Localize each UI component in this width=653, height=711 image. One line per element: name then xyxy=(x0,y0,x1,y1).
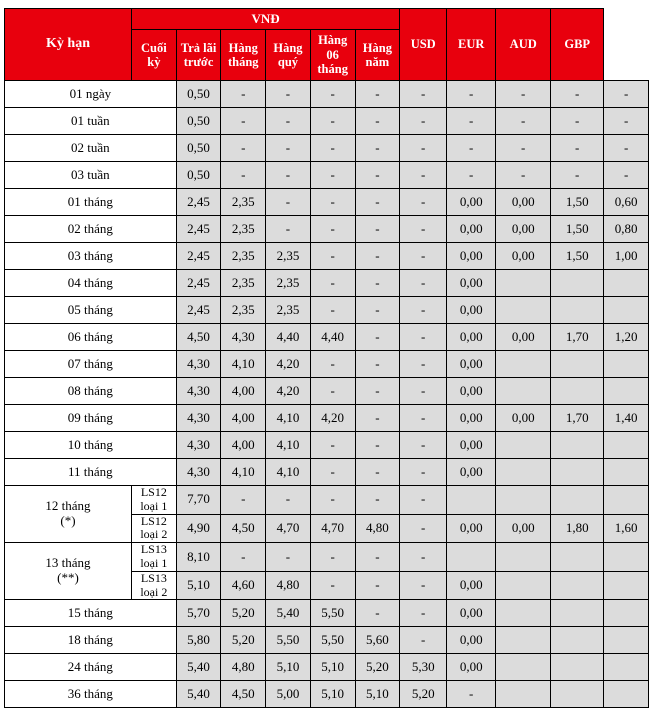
cell-fx-2 xyxy=(551,432,604,459)
table-header xyxy=(5,9,649,81)
cell-fx-0: 0,00 xyxy=(447,189,496,216)
cell-vnd-5: - xyxy=(400,108,447,135)
cell-fx-2: 1,50 xyxy=(551,243,604,270)
cell-fx-2: 1,80 xyxy=(551,514,604,543)
header-row-group xyxy=(5,9,649,30)
cell-fx-0: 0,00 xyxy=(447,216,496,243)
cell-vnd-2: 4,20 xyxy=(266,351,311,378)
cell-vnd-2: 4,80 xyxy=(266,571,311,600)
cell-fx-2: - xyxy=(551,81,604,108)
cell-fx-0: - xyxy=(447,135,496,162)
cell-vnd-3: - xyxy=(310,432,355,459)
table-row xyxy=(5,459,649,486)
header-eur: EUR xyxy=(447,9,496,81)
interest-rate-table xyxy=(4,8,649,708)
row-term-label: 03 tuần xyxy=(5,162,177,189)
cell-vnd-1: 4,80 xyxy=(221,654,266,681)
cell-fx-0 xyxy=(447,543,496,572)
cell-vnd-1: 4,10 xyxy=(221,459,266,486)
cell-vnd-1: 4,00 xyxy=(221,378,266,405)
cell-fx-2: 1,50 xyxy=(551,189,604,216)
cell-fx-0: - xyxy=(447,108,496,135)
cell-vnd-3: - xyxy=(310,162,355,189)
bottom-note xyxy=(0,701,653,711)
cell-fx-1: 0,00 xyxy=(496,514,551,543)
row-term-label: 24 tháng xyxy=(5,654,177,681)
cell-fx-0: - xyxy=(447,681,496,708)
cell-fx-1: 0,00 xyxy=(496,324,551,351)
cell-vnd-4: - xyxy=(355,324,400,351)
cell-vnd-0: 4,30 xyxy=(176,351,221,378)
cell-fx-1: - xyxy=(496,81,551,108)
cell-vnd-5: - xyxy=(400,189,447,216)
cell-vnd-5: - xyxy=(400,135,447,162)
cell-fx-2: 1,50 xyxy=(551,216,604,243)
cell-fx-2: - xyxy=(551,135,604,162)
cell-vnd-4: - xyxy=(355,108,400,135)
cell-vnd-5: - xyxy=(400,351,447,378)
cell-vnd-0: 4,90 xyxy=(176,514,221,543)
cell-fx-3 xyxy=(604,459,649,486)
cell-fx-0: 0,00 xyxy=(447,297,496,324)
cell-vnd-2: 4,10 xyxy=(266,432,311,459)
cell-vnd-3: - xyxy=(310,135,355,162)
cell-vnd-5: 5,20 xyxy=(400,681,447,708)
cell-vnd-3: - xyxy=(310,543,355,572)
cell-fx-3 xyxy=(604,270,649,297)
row-term-label: 04 tháng xyxy=(5,270,177,297)
cell-vnd-4: - xyxy=(355,486,400,515)
header-vnd-hang-thang: Hàng tháng xyxy=(221,30,266,81)
row-term-label: 01 ngày xyxy=(5,81,177,108)
cell-vnd-5: - xyxy=(400,486,447,515)
cell-vnd-5: - xyxy=(400,627,447,654)
cell-vnd-1: - xyxy=(221,81,266,108)
cell-vnd-5: - xyxy=(400,405,447,432)
cell-fx-2 xyxy=(551,378,604,405)
cell-vnd-1: - xyxy=(221,162,266,189)
cell-fx-0: 0,00 xyxy=(447,600,496,627)
cell-fx-3: - xyxy=(604,162,649,189)
cell-vnd-5: - xyxy=(400,600,447,627)
table-row xyxy=(5,378,649,405)
cell-vnd-5: - xyxy=(400,543,447,572)
cell-vnd-1: 4,10 xyxy=(221,351,266,378)
cell-fx-1 xyxy=(496,297,551,324)
cell-fx-3: - xyxy=(604,135,649,162)
header-gbp: GBP xyxy=(551,9,604,81)
cell-vnd-2: - xyxy=(266,81,311,108)
cell-vnd-4: 5,60 xyxy=(355,627,400,654)
cell-vnd-2: - xyxy=(266,216,311,243)
cell-fx-2: - xyxy=(551,108,604,135)
cell-vnd-3: - xyxy=(310,216,355,243)
cell-fx-0: 0,00 xyxy=(447,459,496,486)
cell-fx-2: 1,70 xyxy=(551,405,604,432)
cell-fx-1 xyxy=(496,378,551,405)
cell-vnd-5: - xyxy=(400,216,447,243)
cell-vnd-1: 4,00 xyxy=(221,432,266,459)
cell-vnd-3: 4,70 xyxy=(310,514,355,543)
cell-vnd-2: - xyxy=(266,543,311,572)
cell-fx-2: - xyxy=(551,162,604,189)
cell-vnd-2: 4,10 xyxy=(266,405,311,432)
cell-vnd-0: 0,50 xyxy=(176,81,221,108)
cell-vnd-1: 2,35 xyxy=(221,297,266,324)
cell-fx-0: 0,00 xyxy=(447,351,496,378)
cell-vnd-4: - xyxy=(355,81,400,108)
cell-vnd-2: 5,10 xyxy=(266,654,311,681)
cell-fx-3: 0,80 xyxy=(604,216,649,243)
cell-fx-0: 0,00 xyxy=(447,243,496,270)
cell-vnd-0: 4,30 xyxy=(176,432,221,459)
table-row xyxy=(5,543,649,572)
header-vnd-hang-nam: Hàng năm xyxy=(355,30,400,81)
table-row xyxy=(5,405,649,432)
cell-vnd-1: 2,35 xyxy=(221,270,266,297)
cell-fx-3 xyxy=(604,297,649,324)
cell-fx-2 xyxy=(551,627,604,654)
cell-vnd-1: 5,20 xyxy=(221,627,266,654)
table-row xyxy=(5,324,649,351)
cell-vnd-5: 5,30 xyxy=(400,654,447,681)
cell-vnd-4: 4,80 xyxy=(355,514,400,543)
table-row xyxy=(5,81,649,108)
row-term-sublabel: LS13 loại 2 xyxy=(132,571,177,600)
row-term-sublabel: LS13 loại 1 xyxy=(132,543,177,572)
cell-vnd-1: - xyxy=(221,135,266,162)
row-term-label: 18 tháng xyxy=(5,627,177,654)
cell-fx-3: 0,60 xyxy=(604,189,649,216)
cell-vnd-4: - xyxy=(355,216,400,243)
cell-vnd-2: 4,20 xyxy=(266,378,311,405)
table-body xyxy=(5,81,649,708)
cell-vnd-2: 4,70 xyxy=(266,514,311,543)
cell-vnd-3: - xyxy=(310,81,355,108)
top-strip-text xyxy=(4,0,649,8)
cell-vnd-3: - xyxy=(310,571,355,600)
table-row xyxy=(5,351,649,378)
cell-vnd-1: 4,50 xyxy=(221,681,266,708)
cell-fx-3: - xyxy=(604,81,649,108)
cell-vnd-2: 5,50 xyxy=(266,627,311,654)
cell-vnd-5: - xyxy=(400,378,447,405)
cell-fx-0: 0,00 xyxy=(447,654,496,681)
cell-vnd-4: - xyxy=(355,600,400,627)
cell-vnd-3: - xyxy=(310,486,355,515)
cell-vnd-3: 5,50 xyxy=(310,627,355,654)
cell-vnd-2: 5,00 xyxy=(266,681,311,708)
cell-vnd-3: - xyxy=(310,297,355,324)
cell-vnd-1: 2,35 xyxy=(221,189,266,216)
cell-vnd-2: - xyxy=(266,189,311,216)
cell-vnd-1: - xyxy=(221,486,266,515)
cell-vnd-4: - xyxy=(355,162,400,189)
row-term-label: 01 tháng xyxy=(5,189,177,216)
cell-vnd-4: - xyxy=(355,351,400,378)
cell-vnd-4: - xyxy=(355,243,400,270)
cell-vnd-2: 4,10 xyxy=(266,459,311,486)
cell-vnd-2: - xyxy=(266,162,311,189)
cell-vnd-5: - xyxy=(400,270,447,297)
cell-vnd-3: - xyxy=(310,243,355,270)
cell-fx-0: - xyxy=(447,81,496,108)
cell-vnd-4: - xyxy=(355,432,400,459)
table-row xyxy=(5,627,649,654)
cell-fx-2 xyxy=(551,459,604,486)
header-vnd-cuoi-ky: Cuối kỳ xyxy=(132,30,177,81)
cell-fx-3 xyxy=(604,378,649,405)
cell-vnd-0: 5,70 xyxy=(176,600,221,627)
row-term-label: 36 tháng xyxy=(5,681,177,708)
cell-vnd-0: 4,30 xyxy=(176,459,221,486)
cell-fx-1 xyxy=(496,600,551,627)
cell-vnd-3: - xyxy=(310,270,355,297)
cell-vnd-4: - xyxy=(355,543,400,572)
cell-fx-2: 1,70 xyxy=(551,324,604,351)
row-term-label: 10 tháng xyxy=(5,432,177,459)
row-term-label: 12 tháng (*) xyxy=(5,486,132,543)
cell-fx-1: 0,00 xyxy=(496,405,551,432)
row-term-label: 02 tháng xyxy=(5,216,177,243)
row-term-label: 13 tháng (**) xyxy=(5,543,132,600)
cell-vnd-3: - xyxy=(310,459,355,486)
row-term-label: 15 tháng xyxy=(5,600,177,627)
table-row xyxy=(5,600,649,627)
cell-vnd-2: - xyxy=(266,486,311,515)
cell-fx-3: - xyxy=(604,108,649,135)
table-row xyxy=(5,432,649,459)
cell-vnd-4: - xyxy=(355,459,400,486)
cell-fx-1: 0,00 xyxy=(496,243,551,270)
cell-vnd-0: 2,45 xyxy=(176,270,221,297)
cell-vnd-5: - xyxy=(400,514,447,543)
cell-vnd-5: - xyxy=(400,162,447,189)
cell-fx-3: 1,60 xyxy=(604,514,649,543)
cell-vnd-0: 4,30 xyxy=(176,405,221,432)
cell-vnd-1: 2,35 xyxy=(221,243,266,270)
cell-fx-1 xyxy=(496,627,551,654)
cell-vnd-1: 2,35 xyxy=(221,216,266,243)
cell-vnd-1: - xyxy=(221,108,266,135)
row-term-label: 06 tháng xyxy=(5,324,177,351)
cell-vnd-0: 2,45 xyxy=(176,216,221,243)
cell-vnd-2: 2,35 xyxy=(266,270,311,297)
cell-vnd-1: - xyxy=(221,543,266,572)
cell-fx-3 xyxy=(604,543,649,572)
cell-fx-3 xyxy=(604,486,649,515)
cell-vnd-4: 5,20 xyxy=(355,654,400,681)
cell-vnd-4: - xyxy=(355,571,400,600)
cell-vnd-2: 2,35 xyxy=(266,243,311,270)
header-aud: AUD xyxy=(496,9,551,81)
cell-vnd-0: 5,80 xyxy=(176,627,221,654)
cell-vnd-2: 4,40 xyxy=(266,324,311,351)
cell-fx-3 xyxy=(604,432,649,459)
row-term-label: 09 tháng xyxy=(5,405,177,432)
cell-vnd-3: - xyxy=(310,351,355,378)
cell-fx-3 xyxy=(604,627,649,654)
cell-fx-1 xyxy=(496,270,551,297)
cell-fx-2 xyxy=(551,486,604,515)
cell-vnd-0: 5,40 xyxy=(176,654,221,681)
cell-fx-0: 0,00 xyxy=(447,432,496,459)
cell-vnd-0: 0,50 xyxy=(176,162,221,189)
cell-fx-2 xyxy=(551,297,604,324)
cell-fx-2 xyxy=(551,270,604,297)
cell-fx-2 xyxy=(551,351,604,378)
header-usd: USD xyxy=(400,9,447,81)
cell-fx-0: 0,00 xyxy=(447,514,496,543)
cell-vnd-5: - xyxy=(400,297,447,324)
row-term-label: 08 tháng xyxy=(5,378,177,405)
cell-vnd-0: 4,50 xyxy=(176,324,221,351)
header-vnd-group: VNĐ xyxy=(132,9,400,30)
cell-vnd-5: - xyxy=(400,432,447,459)
table-row xyxy=(5,135,649,162)
header-term: Kỳ hạn xyxy=(5,9,132,81)
cell-vnd-3: 5,50 xyxy=(310,600,355,627)
cell-fx-2 xyxy=(551,654,604,681)
cell-fx-1 xyxy=(496,571,551,600)
cell-fx-1 xyxy=(496,351,551,378)
cell-fx-3 xyxy=(604,600,649,627)
row-term-label: 07 tháng xyxy=(5,351,177,378)
cell-fx-1 xyxy=(496,432,551,459)
row-term-sublabel: LS12 loại 2 xyxy=(132,514,177,543)
table-row xyxy=(5,108,649,135)
cell-vnd-4: - xyxy=(355,189,400,216)
table-row xyxy=(5,654,649,681)
cell-fx-3 xyxy=(604,351,649,378)
cell-fx-0: 0,00 xyxy=(447,571,496,600)
cell-fx-0: - xyxy=(447,162,496,189)
cell-fx-3: 1,00 xyxy=(604,243,649,270)
table-row xyxy=(5,486,649,515)
cell-vnd-0: 4,30 xyxy=(176,378,221,405)
cell-fx-1 xyxy=(496,543,551,572)
header-vnd-hang-06-thang: Hàng 06 tháng xyxy=(310,30,355,81)
cell-vnd-5: - xyxy=(400,324,447,351)
cell-fx-0: 0,00 xyxy=(447,405,496,432)
row-term-label: 03 tháng xyxy=(5,243,177,270)
cell-vnd-2: - xyxy=(266,135,311,162)
table-row xyxy=(5,189,649,216)
cell-fx-0: 0,00 xyxy=(447,378,496,405)
cell-vnd-3: 4,40 xyxy=(310,324,355,351)
cell-fx-3 xyxy=(604,654,649,681)
cell-vnd-0: 7,70 xyxy=(176,486,221,515)
cell-vnd-1: 4,00 xyxy=(221,405,266,432)
table-row xyxy=(5,270,649,297)
cell-vnd-0: 2,45 xyxy=(176,243,221,270)
cell-fx-0: 0,00 xyxy=(447,324,496,351)
cell-vnd-4: - xyxy=(355,135,400,162)
cell-vnd-0: 5,40 xyxy=(176,681,221,708)
cell-vnd-0: 8,10 xyxy=(176,543,221,572)
cell-fx-1 xyxy=(496,654,551,681)
cell-fx-2 xyxy=(551,600,604,627)
row-term-label: 01 tuần xyxy=(5,108,177,135)
cell-fx-2 xyxy=(551,571,604,600)
cell-fx-1 xyxy=(496,486,551,515)
cell-vnd-3: - xyxy=(310,108,355,135)
row-term-label: 11 tháng xyxy=(5,459,177,486)
cell-vnd-3: 5,10 xyxy=(310,654,355,681)
table-row xyxy=(5,216,649,243)
cell-fx-1: - xyxy=(496,135,551,162)
cell-vnd-3: 5,10 xyxy=(310,681,355,708)
cell-vnd-4: 5,10 xyxy=(355,681,400,708)
cell-vnd-4: - xyxy=(355,378,400,405)
cell-fx-0 xyxy=(447,486,496,515)
cell-vnd-2: 2,35 xyxy=(266,297,311,324)
cell-vnd-5: - xyxy=(400,571,447,600)
cell-fx-3 xyxy=(604,571,649,600)
cell-fx-0: 0,00 xyxy=(447,270,496,297)
cell-vnd-2: 5,40 xyxy=(266,600,311,627)
cell-fx-1 xyxy=(496,459,551,486)
cell-vnd-1: 4,60 xyxy=(221,571,266,600)
cell-vnd-4: - xyxy=(355,405,400,432)
row-term-label: 02 tuần xyxy=(5,135,177,162)
cell-fx-1: 0,00 xyxy=(496,189,551,216)
cell-vnd-3: - xyxy=(310,378,355,405)
table-row xyxy=(5,162,649,189)
cell-vnd-0: 0,50 xyxy=(176,108,221,135)
cell-fx-3: 1,20 xyxy=(604,324,649,351)
row-term-sublabel: LS12 loại 1 xyxy=(132,486,177,515)
cell-vnd-0: 5,10 xyxy=(176,571,221,600)
cell-fx-0: 0,00 xyxy=(447,627,496,654)
cell-vnd-0: 2,45 xyxy=(176,189,221,216)
cell-fx-1: - xyxy=(496,162,551,189)
table-row xyxy=(5,297,649,324)
cell-fx-2 xyxy=(551,543,604,572)
row-term-label: 05 tháng xyxy=(5,297,177,324)
cell-vnd-2: - xyxy=(266,108,311,135)
cell-fx-1: 0,00 xyxy=(496,216,551,243)
cell-vnd-0: 0,50 xyxy=(176,135,221,162)
cell-vnd-4: - xyxy=(355,270,400,297)
cell-vnd-3: - xyxy=(310,189,355,216)
cell-vnd-1: 5,20 xyxy=(221,600,266,627)
cell-vnd-4: - xyxy=(355,297,400,324)
cell-fx-1: - xyxy=(496,108,551,135)
cell-fx-3: 1,40 xyxy=(604,405,649,432)
cell-vnd-5: - xyxy=(400,459,447,486)
cell-vnd-5: - xyxy=(400,243,447,270)
cell-vnd-5: - xyxy=(400,81,447,108)
cell-vnd-1: 4,50 xyxy=(221,514,266,543)
cell-vnd-1: 4,30 xyxy=(221,324,266,351)
header-vnd-tra-lai-truoc: Trả lãi trước xyxy=(176,30,221,81)
table-row xyxy=(5,243,649,270)
header-vnd-hang-quy: Hàng quý xyxy=(266,30,311,81)
cell-vnd-0: 2,45 xyxy=(176,297,221,324)
cell-vnd-3: 4,20 xyxy=(310,405,355,432)
